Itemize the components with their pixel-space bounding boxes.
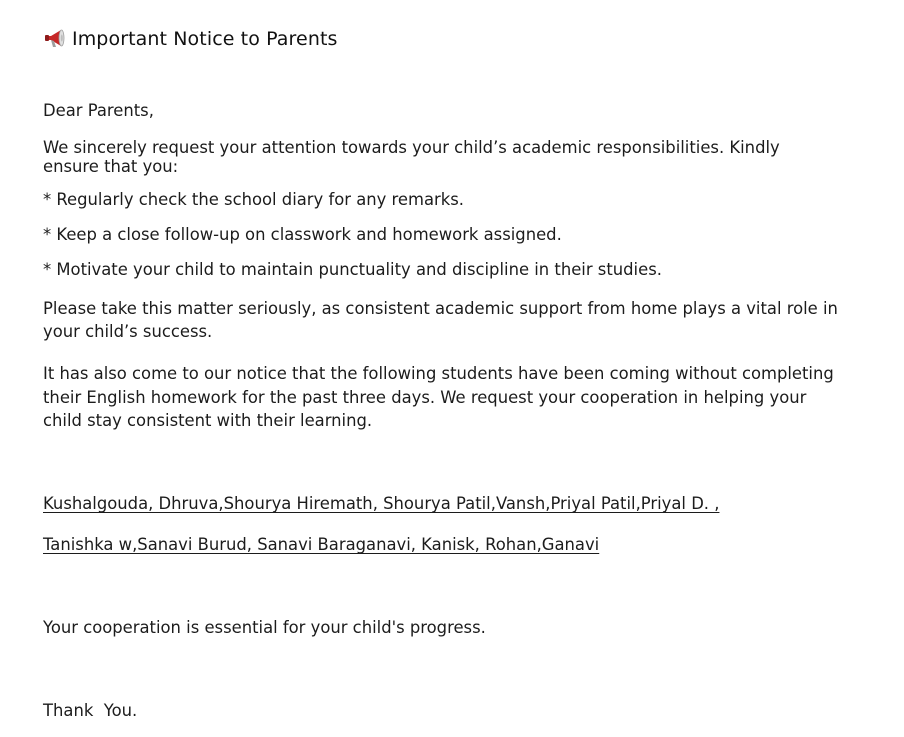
bullet-follow-up: * Keep a close follow-up on classwork and homework assigned. bbox=[43, 225, 562, 244]
serious-text-line-1: Please take this matter seriously, as consistent academic support from home plays a vital role in bbox=[43, 299, 838, 318]
student-list-line-1: Kushalgouda, Dhruva,Shourya Hiremath, Shourya Patil,Vansh,Priyal Patil,Priyal D. , bbox=[43, 494, 720, 513]
bullet-punctuality: * Motivate your child to maintain punctuality and discipline in their studies. bbox=[43, 260, 662, 279]
serious-text-line-2: your child’s success. bbox=[43, 322, 213, 341]
notice-header bbox=[43, 26, 338, 52]
homework-text-line-1: It has also come to our notice that the following students have been coming without completing bbox=[43, 364, 834, 383]
megaphone-icon bbox=[43, 28, 67, 50]
student-list-line-2: Tanishka w,Sanavi Burud, Sanavi Baraganavi, Kanisk, Rohan,Ganavi bbox=[43, 535, 600, 554]
closing-text: Thank You. bbox=[43, 701, 138, 720]
homework-text-line-3: child stay consistent with their learning. bbox=[43, 411, 373, 430]
intro-text-line-1: We sincerely request your attention towards your child’s academic responsibilities. Kindly bbox=[43, 138, 780, 157]
intro-text-line-2: ensure that you: bbox=[43, 157, 179, 176]
greeting: Dear Parents, bbox=[43, 101, 154, 120]
cooperation-text: Your cooperation is essential for your child's progress. bbox=[43, 618, 486, 637]
page-title: Important Notice to Parents bbox=[72, 28, 338, 50]
bullet-diary: * Regularly check the school diary for any remarks. bbox=[43, 190, 464, 209]
homework-text-line-2: their English homework for the past three days. We request your cooperation in helping your bbox=[43, 388, 807, 407]
